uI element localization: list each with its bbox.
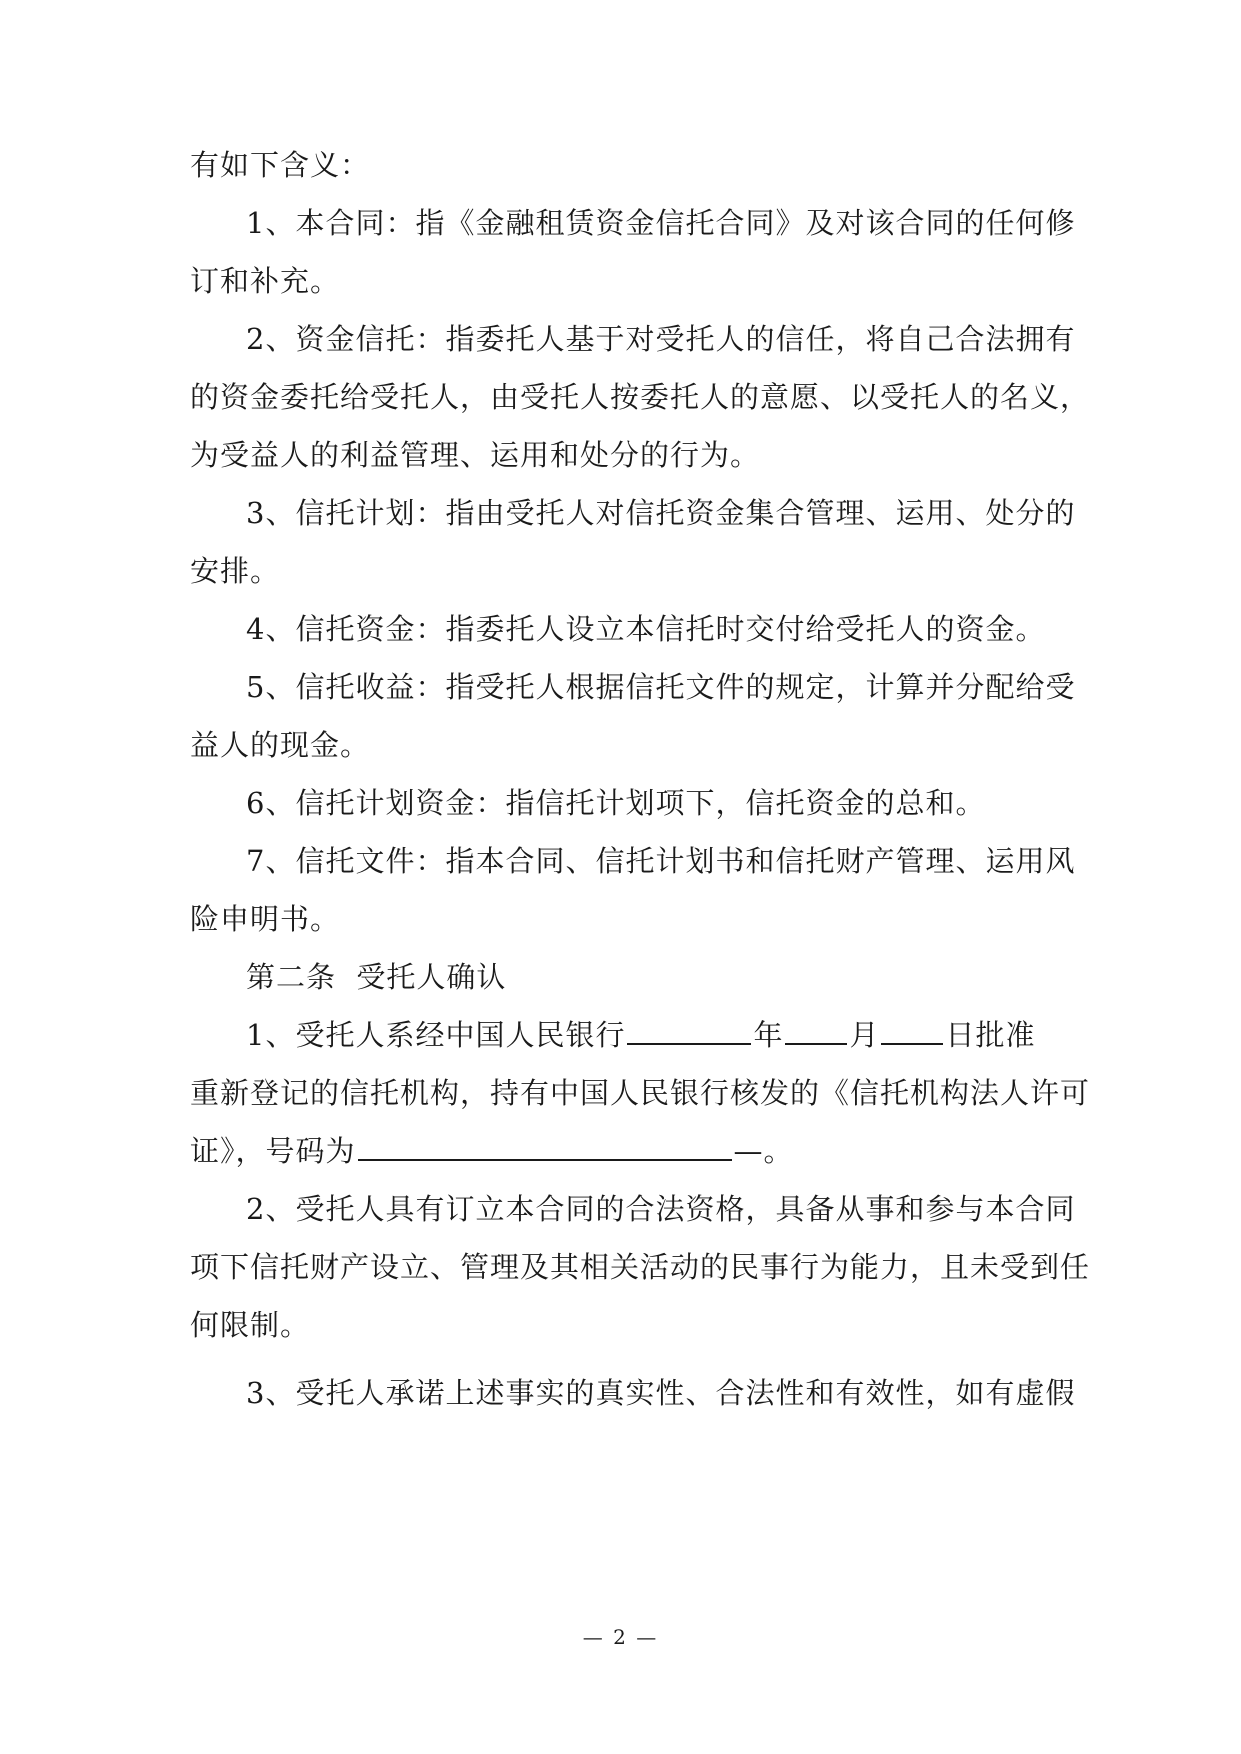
- definition-1-line-2: 订和补充。: [190, 264, 341, 298]
- confirmation-2-line-2: 项下信托财产设立、管理及其相关活动的民事行为能力，且未受到任: [190, 1250, 1091, 1284]
- confirmation-3-line-1: 3、受托人承诺上述事实的真实性、合法性和有效性，如有虚假: [246, 1376, 1076, 1410]
- month-unit: 月: [849, 1018, 880, 1052]
- definition-2-line-3: 为受益人的利益管理、运用和处分的行为。: [190, 438, 761, 472]
- month-blank: [785, 1017, 847, 1045]
- year-unit: 年: [753, 1018, 784, 1052]
- definition-3-line-2: 安排。: [190, 554, 281, 588]
- definition-1-line-1: 1、本合同：指《金融租赁资金信托合同》及对该合同的任何修: [246, 206, 1076, 240]
- article-2-heading: 第二条 受托人确认: [246, 960, 507, 994]
- confirmation-1-line-2: 重新登记的信托机构，持有中国人民银行核发的《信托机构法人许可: [190, 1076, 1091, 1110]
- definition-6: 6、信托计划资金：指信托计划项下，信托资金的总和。: [246, 786, 986, 820]
- confirmation-2-line-3: 何限制。: [190, 1308, 311, 1342]
- confirmation-1-line-3: [190, 1131, 1050, 1171]
- definition-5-line-2: 益人的现金。: [190, 728, 371, 762]
- definition-2-line-2: 的资金委托给受托人，由受托人按委托人的意愿、以受托人的名义，: [190, 380, 1091, 414]
- license-suffix: —。: [733, 1134, 794, 1168]
- confirmation-1-line-1: [246, 1015, 1050, 1055]
- definition-3-line-1: 3、信托计划：指由受托人对信托资金集合管理、运用、处分的: [246, 496, 1076, 530]
- year-blank: [627, 1017, 751, 1045]
- license-prefix: 证》，号码为: [190, 1134, 356, 1168]
- paragraph-intro-continuation: 有如下含义：: [190, 148, 371, 182]
- definition-5-line-1: 5、信托收益：指受托人根据信托文件的规定，计算并分配给受: [246, 670, 1076, 704]
- license-number-blank: [358, 1133, 732, 1161]
- definition-4: 4、信托资金：指委托人设立本信托时交付给受托人的资金。: [246, 612, 1046, 646]
- approval-prefix: 1、受托人系经中国人民银行: [246, 1018, 626, 1052]
- day-blank: [881, 1017, 943, 1045]
- definition-2-line-1: 2、资金信托：指委托人基于对受托人的信任，将自己合法拥有: [246, 322, 1076, 356]
- page-number: — 2 —: [582, 1625, 659, 1649]
- definition-7-line-2: 险申明书。: [190, 902, 341, 936]
- confirmation-2-line-1: 2、受托人具有订立本合同的合法资格，具备从事和参与本合同: [246, 1192, 1076, 1226]
- definition-7-line-1: 7、信托文件：指本合同、信托计划书和信托财产管理、运用风: [246, 844, 1076, 878]
- day-suffix: 日批准: [945, 1018, 1036, 1052]
